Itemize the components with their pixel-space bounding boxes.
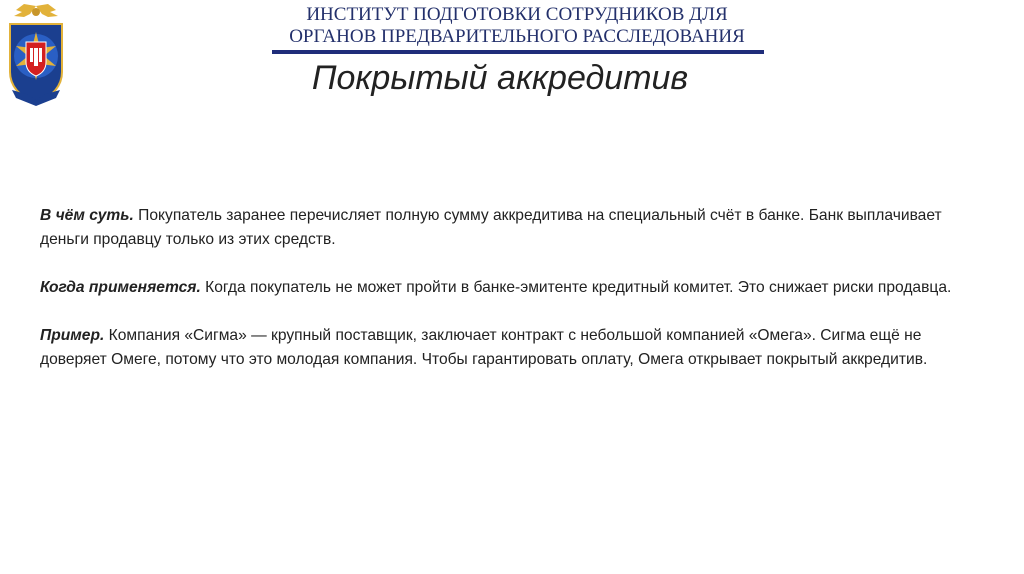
paragraph-example (40, 324, 970, 372)
paragraph-text: Когда покупатель не может пройти в банке-эмитенте кредитный комитет. Это снижает риски продавца. (200, 279, 952, 296)
paragraph-lead: В чём суть. (40, 207, 134, 224)
page-title: Покрытый аккредитив (311, 59, 689, 97)
content-body (40, 204, 970, 396)
institute-header (270, 4, 764, 48)
institute-emblem-icon (2, 2, 70, 108)
header-line-1: ИНСТИТУТ ПОДГОТОВКИ СОТРУДНИКОВ ДЛЯ (306, 4, 728, 25)
paragraph-text: Покупатель заранее перечисляет полную сумму аккредитива на специальный счёт в банке. Банк выплачивает деньги продавцу только из этих средств. (40, 207, 942, 248)
paragraph-lead: Когда применяется. (40, 279, 201, 296)
header-line-2: ОРГАНОВ ПРЕДВАРИТЕЛЬНОГО РАССЛЕДОВАНИЯ (289, 26, 745, 47)
paragraph-lead: Пример. (40, 327, 105, 344)
paragraph-text: Компания «Сигма» — крупный поставщик, заключает контракт с небольшой компанией «Омега». Сигма ещё не доверяет Омеге, потому что это молодая компания. Чтобы гарантировать оплату, Омега открывает покрытый аккредитив. (40, 327, 928, 368)
header-divider (272, 50, 764, 54)
paragraph-essence (40, 204, 970, 252)
paragraph-usage (40, 276, 970, 300)
